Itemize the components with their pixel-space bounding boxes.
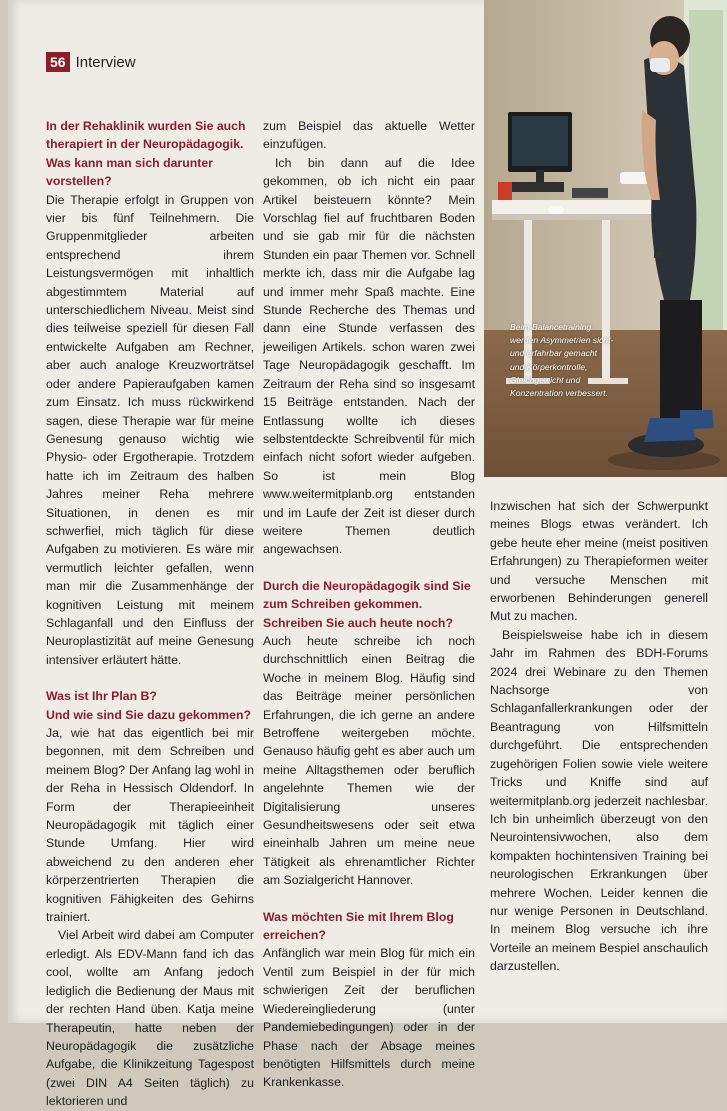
answer-paragraph: Anfänglich war mein Blog für mich ein Ventil zum Beispiel in der für mich schwierigen Zeit der beruflichen Wiedereingliederung (unter Pandemiebedingungen) oder in der Phase nach der Absage meines benötigten Hilfsmittels durch meine Krankenkasse.: [263, 946, 475, 1090]
magazine-page: [8, 0, 727, 1109]
question-line: Was möchten Sie mit Ihrem Blog erreichen?: [263, 909, 454, 943]
text-column-1: [46, 117, 254, 1111]
question-line: Und wie sind Sie dazu gekommen?: [46, 707, 251, 722]
section-title: Interview: [75, 53, 136, 71]
answer-paragraph: Auch heute schreibe ich noch durchschnittlich einen Beitrag die Woche in meinem Blog. Häufig sind das Beiträge meiner persönlichen Erfahrungen, die ich gerne an andere Betroffene weitergeben möchte. Genauso häufig geht es aber auch um meine Alltagsthemen oder beruflich angelehnte Themen wie der Digitalisierung unseres Gesundheitswesens oder seit etwa eineinhalb Jahren um meine neue Tätigkeit als ehrenamtlicher Richter am Sozialgericht Hannover.: [263, 633, 475, 888]
paragraph-spacer: [46, 669, 254, 687]
answer-paragraph: Beispielsweise habe ich in diesem Jahr im Rahmen des BDH-Forums 2024 drei Webinare zu den Themen Nachsorge von Schlaganfallerkrankungen oder der Beantragung von Hilfsmitteln durchgeführt. Die entsprechenden zugehörigen Folien sowie viele weitere Tricks und Kniffe sind auf weitermitplanb.org jederzeit nachlesbar. Ich bin unheimlich überzeugt von den Neurointensivwochen, also dem kompakten hochintensiven Training bei neurologischen Erkrankungen über mehrere Wochen. Leider kennen die nur wenige Personen in Deutschland. In meinem Blog versuche ich ihre Vorteile an meinem Bespiel anschaulich darzustellen.: [490, 627, 708, 974]
question-line: Was ist Ihr Plan B?: [46, 689, 157, 704]
paragraph-spacer: [263, 559, 475, 577]
caption-line: und Körperkontrolle,: [510, 361, 588, 372]
interview-question: [46, 687, 254, 724]
caption-line: Beim Balancetraining: [510, 322, 592, 332]
paragraph-spacer: [263, 890, 475, 908]
answer-paragraph: zum Beispiel das aktuelle Wetter einzufügen.: [263, 119, 475, 152]
interview-question: [46, 117, 254, 191]
caption-line: Konzentration verbessert.: [510, 388, 608, 399]
answer-paragraph: Inzwischen hat sich der Schwerpunkt meines Blogs etwas verändert. Ich gebe heute eher meine (meist positiven Erfahrungen) zu Therapieformen weiter und versuche Menschen mit erworbenen Behinderungen generell Mut zu machen.: [490, 499, 708, 624]
photo-caption: [510, 321, 670, 400]
page-number: 56: [46, 52, 70, 72]
page-header: [46, 52, 136, 72]
balance-training-photo: [484, 0, 727, 477]
question-line: In der Rehaklinik wurden Sie auch therapiert in der Neuropädagogik. Was kann man sich darunter vorstellen?: [46, 119, 246, 189]
caption-line: und erfahrbar gemacht: [510, 348, 597, 359]
caption-line: Gleichgewicht und: [510, 374, 581, 385]
text-column-2: [263, 117, 475, 1092]
photo-illustration: [484, 0, 727, 477]
answer-paragraph: Ja, wie hat das eigentlich bei mir begonnen, mit dem Schreiben und meinem Blog? Der Anfang lag wohl in der Reha in Hessisch Oldendorf. In Form der Therapieeinheit Neuropädagogik mit täglich einer Stunde Umfang. Hier wird abweichend zu den anderen eher körperzentrierten Therapien die kognitiven Fähigkeiten des Gehirns trainiert.: [46, 726, 254, 925]
answer-paragraph: Ich bin dann auf die Idee gekommen, ob ich nicht ein paar Artikel beisteuern könnte? Mein Vorschlag fiel auf fruchtbaren Boden und sie gab mir für die nächsten Stunden ein paar Themen vor. Schnell merkte ich, dass mir die Aufgabe lag und immer mehr Spaß machte. Eine Stunde Recherche des Themas und dann eine Stunde verfassen des jeweiligen Artikels. schon waren zwei Tage Neuropädagogik geschafft. Im Zeitraum der Reha sind so insgesamt 15 Beiträge entstanden. Nach der Entlassung wollte ich dieses selbstentdeckte Schreibventil für mich einfach nicht sofort wieder aufgeben. So ist mein Blog www.weitermitplanb.org entstanden und im Laufe der Zeit ist dieser durch weitere Themen deutlich angewachsen.: [263, 155, 475, 557]
answer-paragraph: Die Therapie erfolgt in Gruppen von vier bis fünf Teilnehmern. Die Gruppenmitglieder arbeiten entsprechend ihrem Leistungsvermögen mit inhaltlich abgestimmtem Material auf unterschiedlichem Niveau. Meist sind dies teilweise speziell für diesen Fall entwickelte Aufgaben am Rechner, aber auch analoge Kreuzworträtsel oder andere Papieraufgaben kamen zum Einsatz. Ich muss rückwirkend sagen, diese Therapie war für meine Genesung genauso wichtig wie Physio- oder Ergotherapie. Trotzdem hatte ich im Zeitraum des halben Jahres meiner Reha mehrere Situationen, in denen es mir schwerfiel, mich täglich für diese Aufgaben zu motivieren. Es wäre mir vermutlich leichter gefallen, wenn man mir die Zusammenhänge der kognitiven Leistung mit meinem Schlaganfall und den Einfluss der Neuroplastizität auf meine Genesung intensiver erläutert hätte.: [46, 192, 254, 667]
interview-question: [263, 577, 475, 632]
caption-line: werden Asymmetrien sicht-: [510, 335, 614, 346]
answer-paragraph: Viel Arbeit wird dabei am Computer erledigt. Als EDV-Mann fand ich das cool, wollte am Anfang jedoch lediglich die Bedienung der Maus mit der rechten Hand üben. Katja meine Therapeutin, hatte neben der Neuropädagogik die zusätzliche Aufgabe, die Klinikzeitung Tagespost (zwei DIN A4 Seiten täglich) zu lektorieren und: [46, 928, 254, 1109]
question-line: Schreiben Sie auch heute noch?: [263, 615, 453, 630]
text-column-3: [490, 497, 708, 976]
question-line: Durch die Neuropädagogik sind Sie zum Schreiben gekommen.: [263, 578, 471, 612]
interview-question: [263, 908, 475, 945]
